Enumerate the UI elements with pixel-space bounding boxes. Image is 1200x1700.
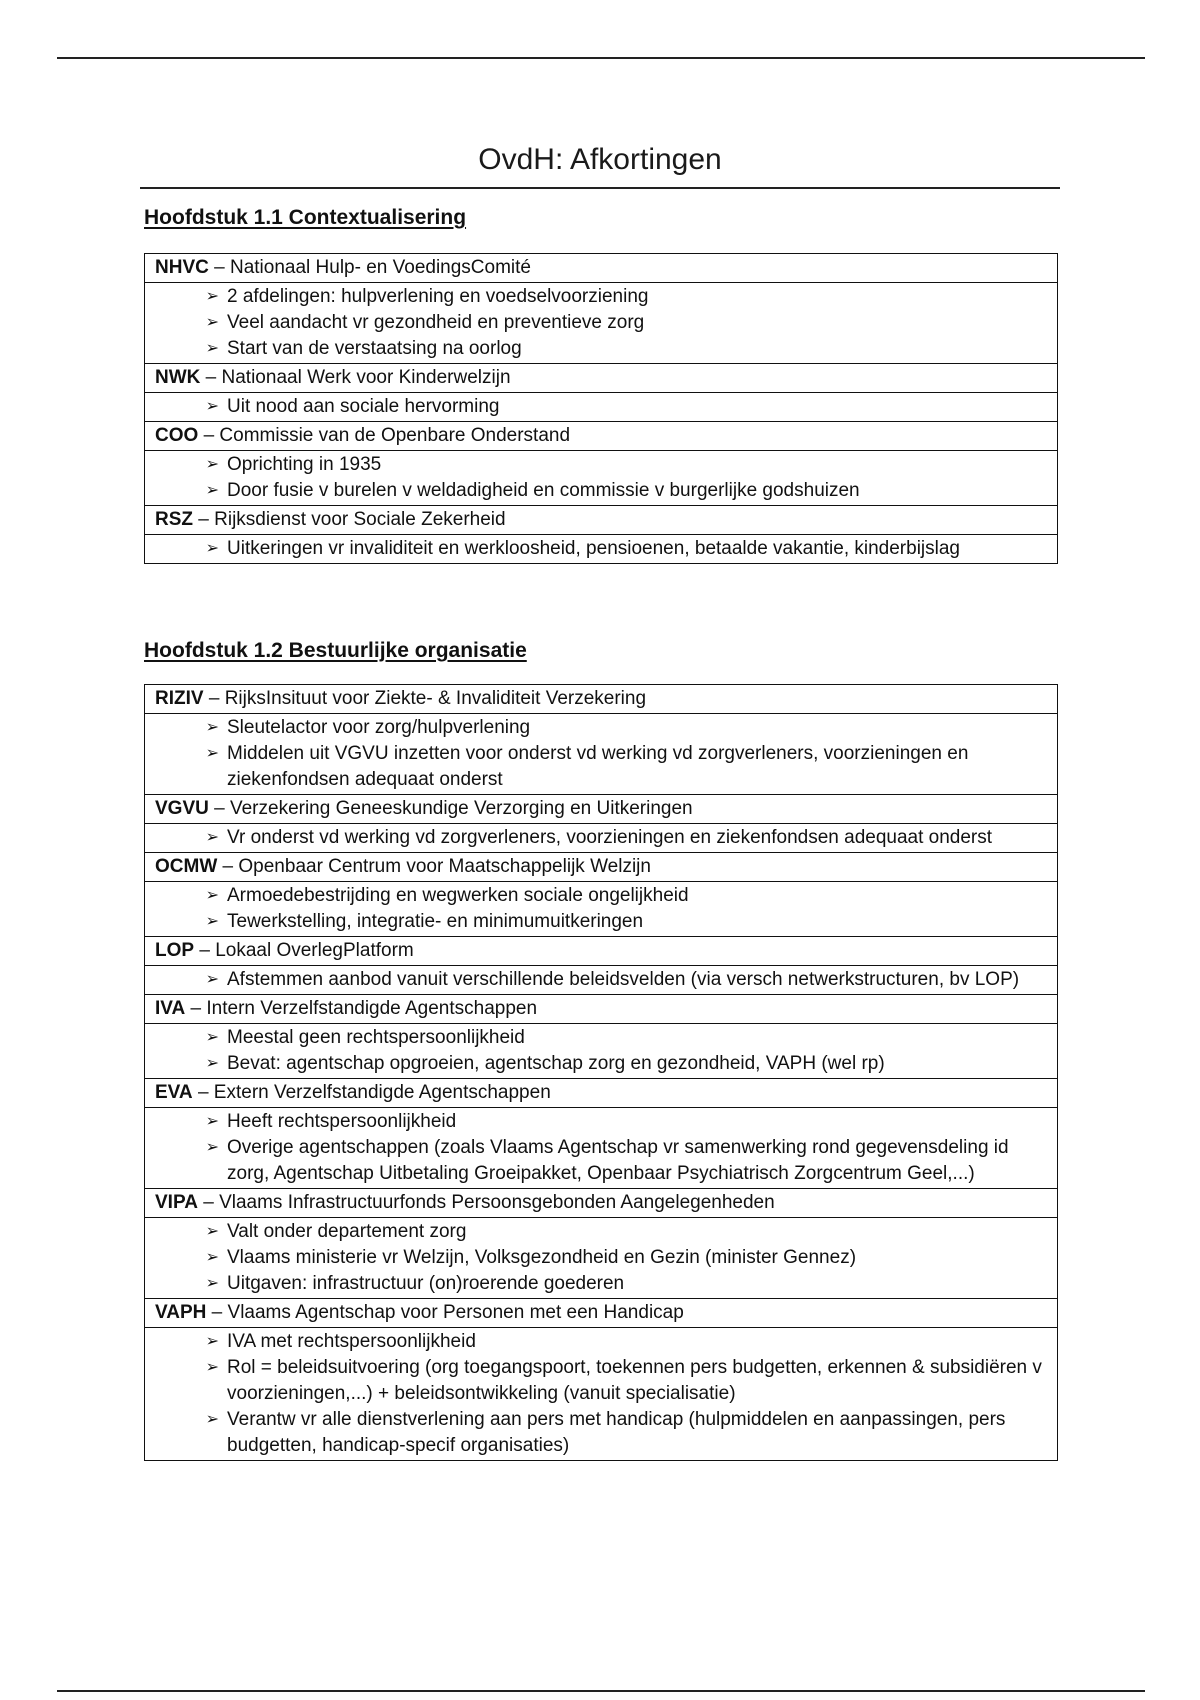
abbreviation-meaning: – Intern Verzelfstandigde Agentschappen	[190, 998, 538, 1019]
arrow-bullet-icon: ➢	[205, 340, 219, 357]
abbreviation-table-1	[144, 253, 1058, 564]
page-title: OvdH: Afkortingen	[478, 143, 722, 176]
abbreviation-details	[145, 282, 1057, 363]
page-top-rule	[57, 57, 1145, 59]
bullet-item	[145, 478, 1047, 504]
abbreviation-meaning: – Commissie van de Openbare Onderstand	[203, 425, 571, 446]
abbreviation-code: EVA	[155, 1082, 193, 1103]
abbreviation-meaning: – Nationaal Hulp- en VoedingsComité	[214, 257, 531, 278]
bullet-text: Valt onder departement zorg	[227, 1221, 467, 1242]
bullet-text: 2 afdelingen: hulpverlening en voedselvoorziening	[227, 286, 649, 307]
bullet-text: Start van de verstaatsing na oorlog	[227, 338, 522, 359]
arrow-bullet-icon: ➢	[205, 540, 219, 557]
abbreviation-row	[145, 421, 1057, 450]
arrow-bullet-icon: ➢	[205, 971, 219, 988]
arrow-bullet-icon: ➢	[205, 1113, 219, 1130]
bullet-text: Tewerkstelling, integratie- en minimumuitkeringen	[227, 911, 644, 932]
bullet-item	[145, 1051, 1047, 1077]
bullet-item	[145, 1109, 1047, 1135]
abbreviation-details	[145, 1023, 1057, 1078]
abbreviation-meaning: – Nationaal Werk voor Kinderwelzijn	[205, 367, 511, 388]
abbreviation-row	[145, 1078, 1057, 1107]
abbreviation-row	[145, 794, 1057, 823]
abbreviation-meaning: – Rijksdienst voor Sociale Zekerheid	[198, 509, 506, 530]
arrow-bullet-icon: ➢	[205, 398, 219, 415]
bullet-text: Overige agentschappen (zoals Vlaams Agentschap vr samenwerking rond gegevensdeling id zorg, Agentschap Uitbetaling Groeipakket, Openbaar Psychiatrisch Zorgcentrum Geel,...)	[227, 1137, 1009, 1184]
bullet-text: Heeft rechtspersoonlijkheid	[227, 1111, 457, 1132]
bullet-item	[145, 883, 1047, 909]
abbreviation-row	[145, 994, 1057, 1023]
abbreviation-row	[145, 254, 1057, 282]
arrow-bullet-icon: ➢	[205, 1029, 219, 1046]
abbreviation-code: LOP	[155, 940, 195, 961]
abbreviation-code: RIZIV	[155, 688, 204, 709]
bullet-text: Door fusie v burelen v weldadigheid en commissie v burgerlijke godshuizen	[227, 480, 860, 501]
abbreviation-code: NWK	[155, 367, 201, 388]
bullet-text: Uitgaven: infrastructuur (on)roerende goederen	[227, 1273, 625, 1294]
page-bottom-rule	[57, 1690, 1145, 1692]
bullet-item	[145, 1245, 1047, 1271]
bullet-item	[145, 1271, 1047, 1297]
bullet-text: IVA met rechtspersoonlijkheid	[227, 1331, 476, 1352]
bullet-text: Sleutelactor voor zorg/hulpverlening	[227, 717, 531, 738]
bullet-item	[145, 336, 1047, 362]
abbreviation-meaning: – Lokaal OverlegPlatform	[199, 940, 414, 961]
bullet-item	[145, 1355, 1047, 1407]
arrow-bullet-icon: ➢	[205, 314, 219, 331]
bullet-text: Meestal geen rechtspersoonlijkheid	[227, 1027, 525, 1048]
arrow-bullet-icon: ➢	[205, 1411, 219, 1428]
bullet-item	[145, 452, 1047, 478]
bullet-item	[145, 310, 1047, 336]
abbreviation-code: VGVU	[155, 798, 209, 819]
bullet-item	[145, 284, 1047, 310]
arrow-bullet-icon: ➢	[205, 887, 219, 904]
arrow-bullet-icon: ➢	[205, 829, 219, 846]
bullet-item	[145, 1407, 1047, 1459]
abbreviation-code: NHVC	[155, 257, 209, 278]
bullet-text: Bevat: agentschap opgroeien, agentschap zorg en gezondheid, VAPH (wel rp)	[227, 1053, 885, 1074]
bullet-text: Vlaams ministerie vr Welzijn, Volksgezondheid en Gezin (minister Gennez)	[227, 1247, 857, 1268]
title-underline	[140, 187, 1060, 189]
abbreviation-code: COO	[155, 425, 199, 446]
bullet-item	[145, 1329, 1047, 1355]
abbreviation-meaning: – Verzekering Geneeskundige Verzorging en Uitkeringen	[214, 798, 693, 819]
bullet-text: Uit nood aan sociale hervorming	[227, 396, 500, 417]
arrow-bullet-icon: ➢	[205, 456, 219, 473]
bullet-text: Afstemmen aanbod vanuit verschillende beleidsvelden (via versch netwerkstructuren, bv LOP)	[227, 969, 1020, 990]
arrow-bullet-icon: ➢	[205, 1223, 219, 1240]
abbreviation-row	[145, 685, 1057, 713]
abbreviation-row	[145, 1188, 1057, 1217]
abbreviation-code: VAPH	[155, 1302, 207, 1323]
arrow-bullet-icon: ➢	[205, 1333, 219, 1350]
bullet-item	[145, 536, 1047, 562]
abbreviation-details	[145, 534, 1057, 563]
bullet-item	[145, 1135, 1047, 1187]
bullet-text: Uitkeringen vr invaliditeit en werkloosheid, pensioenen, betaalde vakantie, kinderbijslag	[227, 538, 960, 559]
abbreviation-details	[145, 1327, 1057, 1460]
bullet-item	[145, 909, 1047, 935]
arrow-bullet-icon: ➢	[205, 1139, 219, 1156]
abbreviation-meaning: – Extern Verzelfstandigde Agentschappen	[197, 1082, 551, 1103]
bullet-text: Middelen uit VGVU inzetten voor onderst vd werking vd zorgverleners, voorzieningen en ziekenfondsen adequaat onderst	[227, 743, 969, 790]
arrow-bullet-icon: ➢	[205, 1275, 219, 1292]
abbreviation-code: VIPA	[155, 1192, 198, 1213]
abbreviation-details	[145, 1217, 1057, 1298]
abbreviation-meaning: – Openbaar Centrum voor Maatschappelijk Welzijn	[222, 856, 651, 877]
arrow-bullet-icon: ➢	[205, 913, 219, 930]
bullet-item	[145, 394, 1047, 420]
bullet-text: Veel aandacht vr gezondheid en preventieve zorg	[227, 312, 645, 333]
arrow-bullet-icon: ➢	[205, 482, 219, 499]
bullet-text: Oprichting in 1935	[227, 454, 382, 475]
abbreviation-details	[145, 1107, 1057, 1188]
abbreviation-details	[145, 881, 1057, 936]
bullet-text: Vr onderst vd werking vd zorgverleners, voorzieningen en ziekenfondsen adequaat onderst	[227, 827, 993, 848]
abbreviation-row	[145, 363, 1057, 392]
abbreviation-row	[145, 505, 1057, 534]
bullet-text: Verantw vr alle dienstverlening aan pers met handicap (hulpmiddelen en aanpassingen, pers budgetten, handicap-specif organisaties)	[227, 1409, 1006, 1456]
bullet-item	[145, 1025, 1047, 1051]
abbreviation-meaning: – Vlaams Agentschap voor Personen met een Handicap	[211, 1302, 684, 1323]
arrow-bullet-icon: ➢	[205, 1359, 219, 1376]
arrow-bullet-icon: ➢	[205, 719, 219, 736]
abbreviation-details	[145, 965, 1057, 994]
section-heading-2: Hoofdstuk 1.2 Bestuurlijke organisatie	[144, 639, 527, 662]
abbreviation-code: OCMW	[155, 856, 218, 877]
abbreviation-table-2	[144, 684, 1058, 1461]
abbreviation-details	[145, 713, 1057, 794]
abbreviation-code: IVA	[155, 998, 186, 1019]
abbreviation-row	[145, 852, 1057, 881]
abbreviation-details	[145, 392, 1057, 421]
arrow-bullet-icon: ➢	[205, 745, 219, 762]
arrow-bullet-icon: ➢	[205, 1055, 219, 1072]
abbreviation-row	[145, 1298, 1057, 1327]
arrow-bullet-icon: ➢	[205, 1249, 219, 1266]
bullet-item	[145, 967, 1047, 993]
abbreviation-meaning: – RijksInsituut voor Ziekte- & Invaliditeit Verzekering	[208, 688, 647, 709]
bullet-text: Armoedebestrijding en wegwerken sociale ongelijkheid	[227, 885, 689, 906]
abbreviation-details	[145, 823, 1057, 852]
abbreviation-meaning: – Vlaams Infrastructuurfonds Persoonsgebonden Aangelegenheden	[203, 1192, 775, 1213]
section-heading-1: Hoofdstuk 1.1 Contextualisering	[144, 206, 467, 229]
arrow-bullet-icon: ➢	[205, 288, 219, 305]
bullet-item	[145, 715, 1047, 741]
abbreviation-code: RSZ	[155, 509, 193, 530]
abbreviation-details	[145, 450, 1057, 505]
bullet-text: Rol = beleidsuitvoering (org toegangspoort, toekennen pers budgetten, erkennen & subsidiëren v voorzieningen,...) + beleidsontwikkeling (vanuit specialisatie)	[227, 1357, 1042, 1404]
bullet-item	[145, 741, 1047, 793]
bullet-item	[145, 825, 1047, 851]
bullet-item	[145, 1219, 1047, 1245]
abbreviation-row	[145, 936, 1057, 965]
